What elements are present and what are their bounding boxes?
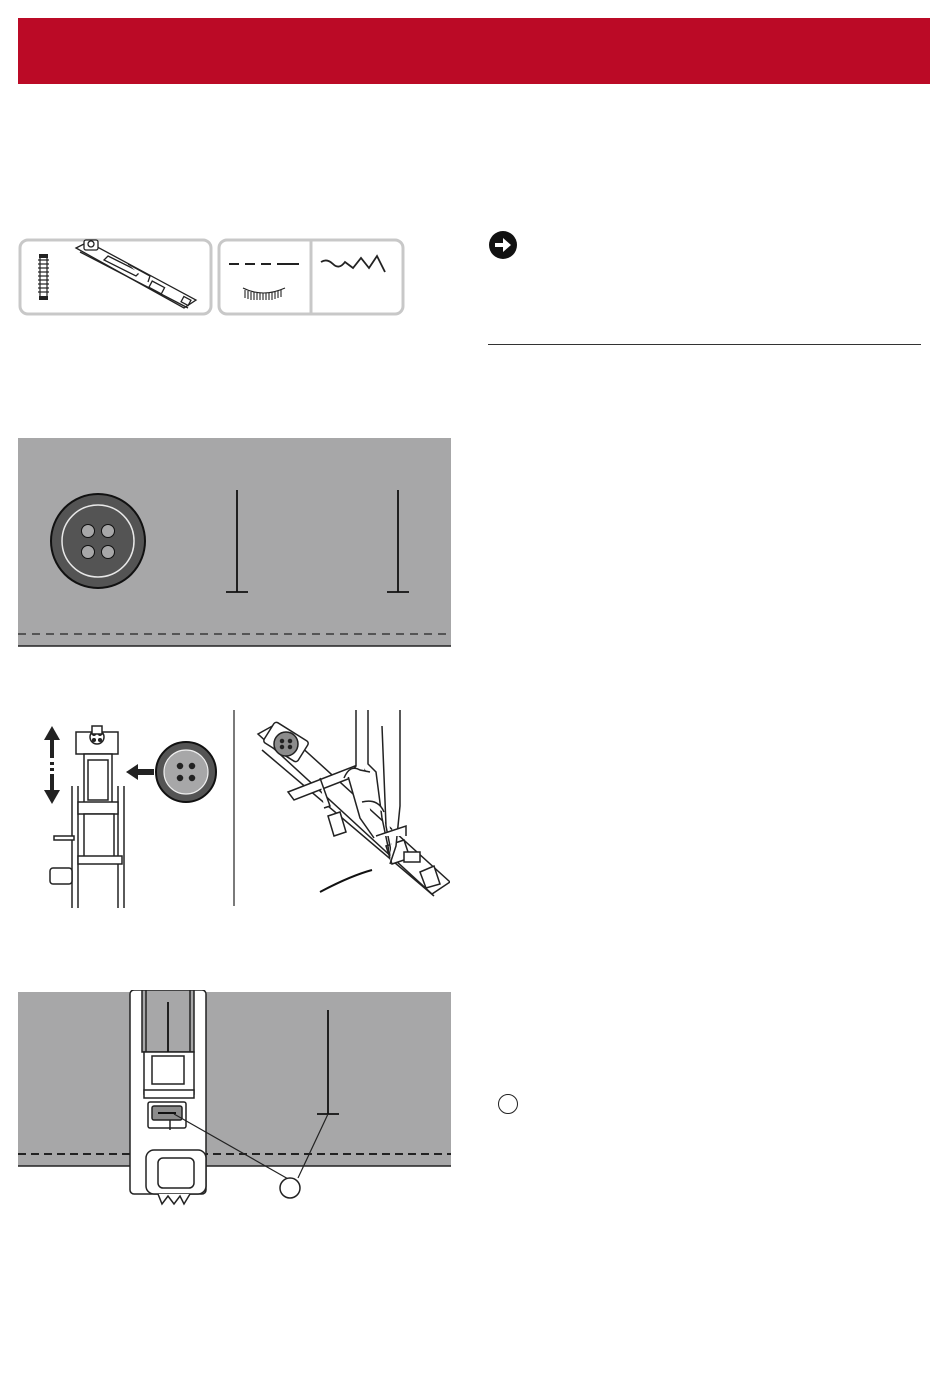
header-bar [18, 18, 930, 84]
buttonhole-foot-top-view [130, 990, 206, 1204]
figure-fabric-marking [18, 438, 451, 650]
buttonhole-foot-side-view [50, 726, 124, 908]
buttonhole-foot-attached [258, 710, 450, 896]
callout-reference-marker [498, 1094, 518, 1114]
insert-arrow-icon [126, 764, 154, 780]
adjust-arrow-icon [44, 726, 60, 804]
arrow-right-circle-icon [488, 230, 518, 260]
presser-foot-panel [18, 238, 213, 316]
button-icon [51, 494, 145, 588]
note-divider [488, 344, 921, 345]
stitch-panel [217, 238, 405, 316]
callout-marker [280, 1178, 300, 1198]
figure-button-in-foot [30, 706, 450, 910]
button-icon [156, 742, 216, 802]
figure-foot-alignment [18, 990, 451, 1210]
